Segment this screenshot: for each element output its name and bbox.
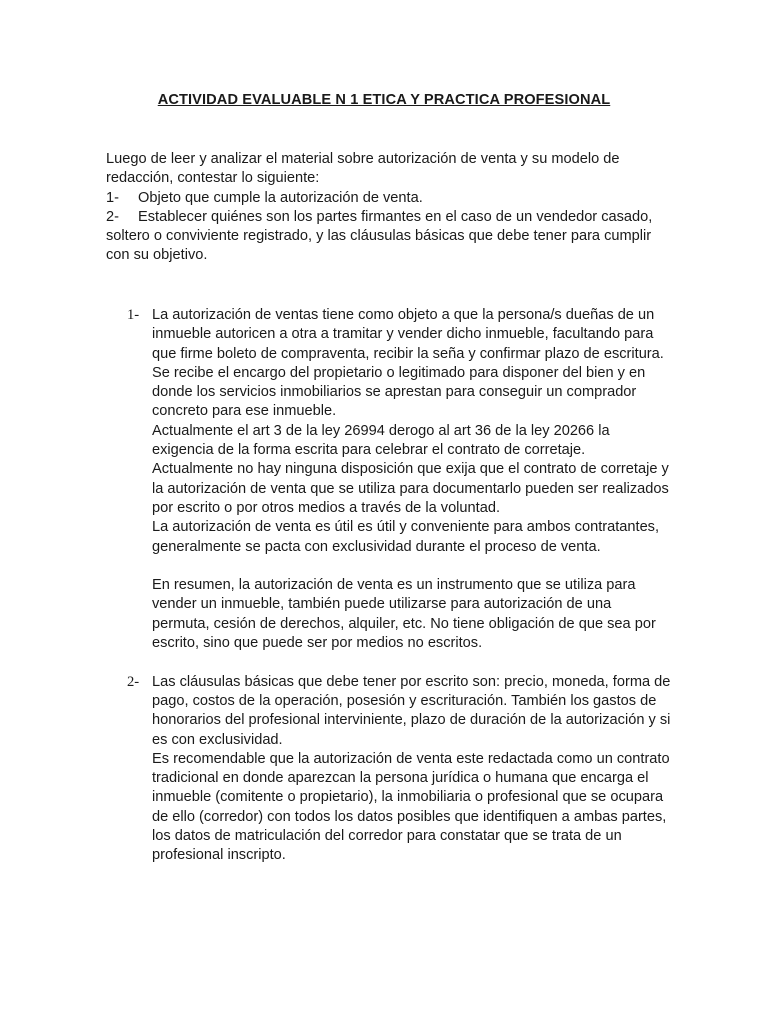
question-number: 2- [106,208,119,225]
question-item [106,208,666,266]
document-title: ACTIVIDAD EVALUABLE N 1 ETICA Y PRACTICA PROFESIONAL [157,92,611,108]
instructions-text: Luego de leer y analizar el material sobre autorización de venta y su modelo de redacción, contestar lo siguiente: [106,151,620,187]
answer-paragraph: Actualmente no hay ninguna disposición que exija que el contrato de corretaje y la autorización de venta que se utiliza para documentarlo pueden ser realizados por escrito o por otros medios a través de la voluntad. [152,461,669,516]
list-marker: 2- [127,673,140,690]
instructions-section [106,150,666,266]
question-item [106,189,666,208]
question-text: Objeto que cumple la autorización de venta. [138,189,423,206]
question-number: 1- [106,189,119,206]
answer-summary-paragraph: En resumen, la autorización de venta es un instrumento que se utiliza para vender un inmueble, también puede utilizarse para autorización de una permuta, cesión de derechos, alquiler, etc. No tiene obligación de que sea por escrito, sino que puede ser por medios no escritos. [152,577,656,652]
question-text: Establecer quiénes son los partes firmantes en el caso de un vendedor casado, soltero o conviviente registrado, y las cláusulas básicas que debe tener para cumplir con su objetivo. [106,208,653,264]
answer-paragraph: La autorización de ventas tiene como objeto a que la persona/s dueñas de un inmueble autoricen a otra a tramitar y vender dicho inmueble, facultando para que firme boleto de compraventa, recibir la seña y confirmar plazo de escritura. [152,307,664,362]
answer-paragraph: La autorización de venta es útil es útil y conveniente para ambos contratantes, generalmente se pacta con exclusividad durante el proceso de venta. [152,519,660,555]
answer-paragraph: Es recomendable que la autorización de venta este redactada como un contrato tradicional en donde aparezcan la persona jurídica o humana que encarga el inmueble (comitente o propietario), la inmobiliaria o profesional que se ocupara de ello (corredor) con todos los datos posibles que identifiquen a ambas partes, los datos de matriculación del corredor para constatar que se trata de un profesional inscripto. [152,750,670,864]
answers-list [127,306,672,866]
answer-item [127,673,672,866]
answer-item [127,306,672,653]
list-marker: 1- [127,307,140,323]
answer-paragraph: Actualmente el art 3 de la ley 26994 derogo al art 36 de la ley 20266 la exigencia de la forma escrita para celebrar el contrato de corretaje. [152,422,610,459]
answer-paragraph: Se recibe el encargo del propietario o legitimado para disponer del bien y en donde los servicios inmobiliarios se aprestan para conseguir un comprador concreto para ese inmueble. [152,364,646,420]
answer-paragraph: Las cláusulas básicas que debe tener por escrito son: precio, moneda, forma de pago, costos de la operación, posesión y escrituración. También los gastos de honorarios del profesional interviniente, plazo de duración de la autorización y si es con exclusividad. [152,673,671,748]
